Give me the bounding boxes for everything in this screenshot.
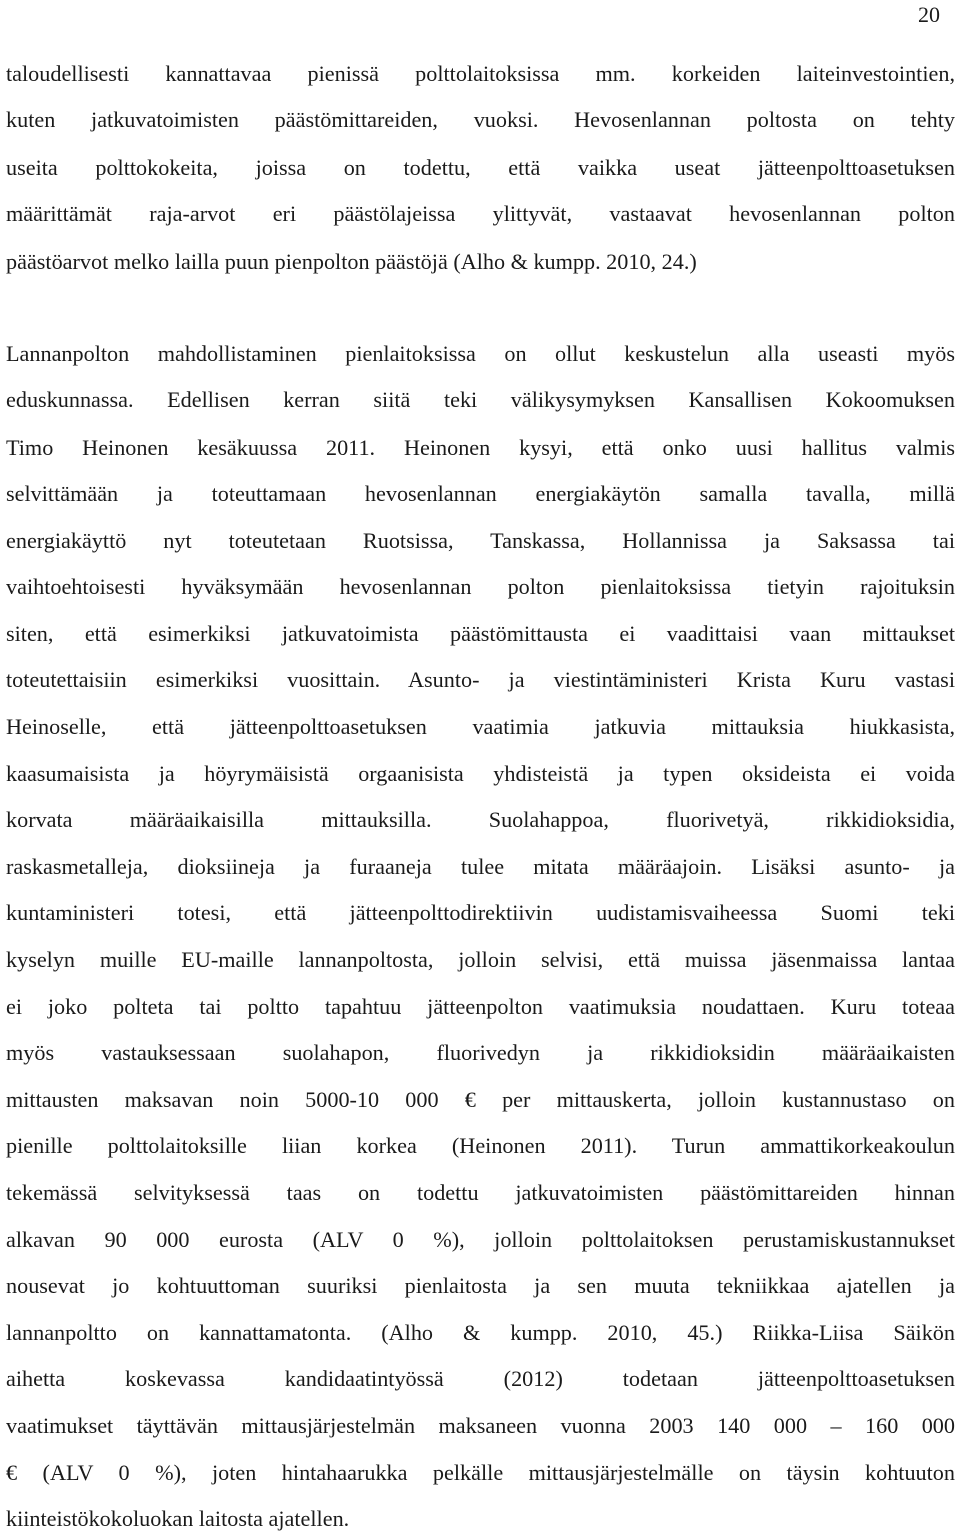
text-line: päästöarvot melko lailla puun pienpolton päästöjä (Alho & kumpp. 2010, 24.) [6,249,697,274]
text-line: kuten jatkuvatoimisten päästömittareiden, vuoksi. Hevosenlannan poltosta on tehty [6,107,955,132]
text-line: eduskunnassa. Edellisen kerran siitä teki välikysymyksen Kansallisen Kokoomuksen [6,387,955,412]
text-line: vaihtoehtoisesti hyväksymään hevosenlannan polton pienlaitoksissa tietyin rajoituksin [6,574,955,599]
text-line: Lannanpolton mahdollistaminen pienlaitoksissa on ollut keskustelun alla useasti myös [6,341,955,366]
text-line: raskasmetalleja, dioksiineja ja furaaneja tulee mitata määräajoin. Lisäksi asunto- ja [6,854,955,879]
text-line: Timo Heinonen kesäkuussa 2011. Heinonen kysyi, että onko uusi hallitus valmis [6,435,955,460]
text-line: energiakäyttö nyt toteutetaan Ruotsissa, Tanskassa, Hollannissa ja Saksassa tai [6,528,955,553]
text-line: aihetta koskevassa kandidaatintyössä (2012) todetaan jätteenpolttoasetuksen [6,1366,955,1391]
text-line: myös vastauksessaan suolahapon, fluorivedyn ja rikkidioksidin määräaikaisten [6,1040,955,1065]
text-line: kuntaministeri totesi, että jätteenpolttodirektiivin uudistamisvaiheessa Suomi teki [6,900,955,925]
text-line: tekemässä selvityksessä taas on todettu jatkuvatoimisten päästömittareiden hinnan [6,1180,955,1205]
text-line: kaasumaisista ja höyrymäisistä orgaanisista yhdisteistä ja typen oksideista ei voida [6,761,955,786]
text-line: vaatimukset täyttävän mittausjärjestelmän maksaneen vuonna 2003 140 000 – 160 000 [6,1413,955,1438]
text-line: lannanpoltto on kannattamatonta. (Alho & kumpp. 2010, 45.) Riikka-Liisa Säikön [6,1320,955,1345]
text-line: kyselyn muille EU-maille lannanpoltosta, jolloin selvisi, että muissa jäsenmaissa lantaa [6,947,955,972]
text-line: Heinoselle, että jätteenpolttoasetuksen vaatimia jatkuvia mittauksia hiukkasista, [6,714,955,739]
text-line: ei joko polteta tai poltto tapahtuu jätteenpolton vaatimuksia noudattaen. Kuru toteaa [6,994,955,1019]
text-line: selvittämään ja toteuttamaan hevosenlannan energiakäytön samalla tavalla, millä [6,481,955,506]
text-line: € (ALV 0 %), joten hintahaarukka pelkälle mittausjärjestelmälle on täysin kohtuuton [6,1460,955,1485]
text-line: pienille polttolaitoksille liian korkea (Heinonen 2011). Turun ammattikorkeakoulun [6,1133,955,1158]
text-line: alkavan 90 000 eurosta (ALV 0 %), jolloin polttolaitoksen perustamiskustannukset [6,1227,955,1252]
text-line: kiinteistökokoluokan laitosta ajatellen. [6,1506,350,1531]
text-line: mittausten maksavan noin 5000-10 000 € per mittauskerta, jolloin kustannustaso on [6,1087,955,1112]
text-line: korvata määräaikaisilla mittauksilla. Suolahappoa, fluorivetyä, rikkidioksidia, [6,807,955,832]
text-line: nousevat jo kohtuuttoman suuriksi pienlaitosta ja sen muuta tekniikkaa ajatellen ja [6,1273,955,1298]
text-line: toteutettaisiin esimerkiksi vuosittain. Asunto- ja viestintäministeri Krista Kuru vastasi [6,667,955,692]
text-line: useita polttokokeita, joissa on todettu, että vaikka useat jätteenpolttoasetuksen [6,155,955,180]
text-line: siten, että esimerkiksi jatkuvatoimista päästömittausta ei vaadittaisi vaan mittaukset [6,621,955,646]
text-line: määrittämät raja-arvot eri päästölajeissa ylittyvät, vastaavat hevosenlannan polton [6,201,955,226]
page-number: 20 [918,2,940,27]
text-line: taloudellisesti kannattavaa pienissä polttolaitoksissa mm. korkeiden laiteinvestointien, [6,61,955,86]
